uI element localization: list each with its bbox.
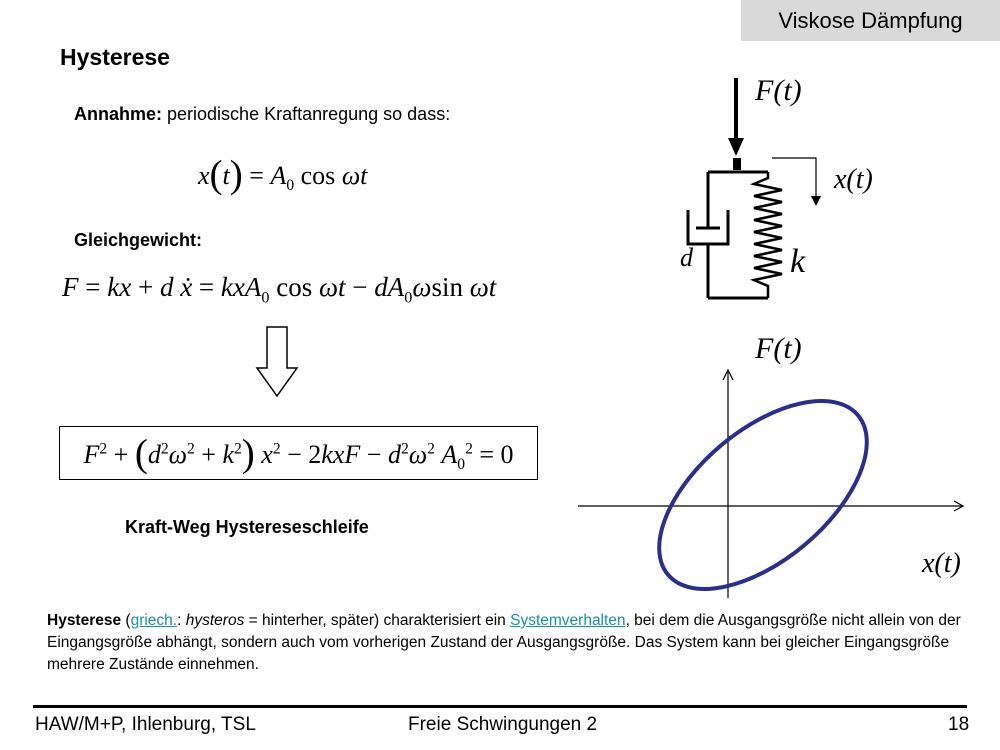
link-systemverhalten[interactable]: Systemverhalten <box>510 612 626 629</box>
formula-ellipse-equation: $F^2 + (d^2\omega^2 + k^2) x^2 - 2kxF - d^2\omega^2$ $A_0^2 = 0$ <box>59 426 538 480</box>
plot-x-label: x(t) <box>922 548 961 579</box>
spring-damper-diagram <box>660 60 900 310</box>
footer-divider <box>33 705 967 708</box>
link-griech[interactable]: griech. <box>130 612 178 629</box>
displacement-label: x(t) <box>834 164 873 195</box>
spring-label: k <box>790 243 806 280</box>
hysteresis-caption: Kraft-Weg Hystereseschleife <box>125 517 369 537</box>
definition-paren: ( <box>121 612 131 629</box>
assumption-text: periodische Kraftanregung so dass: <box>162 104 451 124</box>
slide-title: Hysterese <box>60 44 170 70</box>
implication-arrow-icon <box>255 326 299 398</box>
hysteresis-loop <box>626 366 900 600</box>
force-label: F(t) <box>755 74 802 107</box>
footer-course: Freie Schwingungen 2 <box>408 714 598 735</box>
definition-paragraph <box>47 610 967 676</box>
displacement-arrow-icon <box>811 196 821 206</box>
equilibrium-label: Gleichgewicht: <box>74 230 203 250</box>
spring-icon <box>754 172 782 298</box>
assumption-label: Annahme: <box>74 104 163 124</box>
hysteresis-plot <box>570 320 970 600</box>
definition-text-1: = hinterher, später) charakterisiert ein <box>244 612 511 629</box>
page-number: 18 <box>948 714 970 735</box>
assumption-line <box>74 104 450 125</box>
formula-displacement: $x(t) = A_0$ cos ωt <box>198 153 368 196</box>
topic-badge: Viskose Dämpfung <box>741 0 1000 41</box>
definition-text-2: , bei dem die Ausgangsgröße nicht allein von der Eingangsgröße abhängt, sondern auch vom vorherigen Zustand der Ausgangsgröße. Das System kann bei gleicher Eingangsgröße mehrere Zustände einnehmen. <box>47 612 961 673</box>
definition-term: Hysterese <box>47 612 122 629</box>
plot-y-label: F(t) <box>755 332 802 365</box>
force-arrow-icon <box>728 138 744 156</box>
damper-label: d <box>680 243 693 272</box>
formula-force: F = kx + d ẋ = kxA$_0$ $\cos \omega t - dA_0\omega\sin$ ωt <box>62 272 497 307</box>
definition-italic: hysteros <box>185 612 245 629</box>
footer-author: HAW/M+P, Ihlenburg, TSL <box>35 714 256 735</box>
definition-colon: : <box>177 612 186 629</box>
